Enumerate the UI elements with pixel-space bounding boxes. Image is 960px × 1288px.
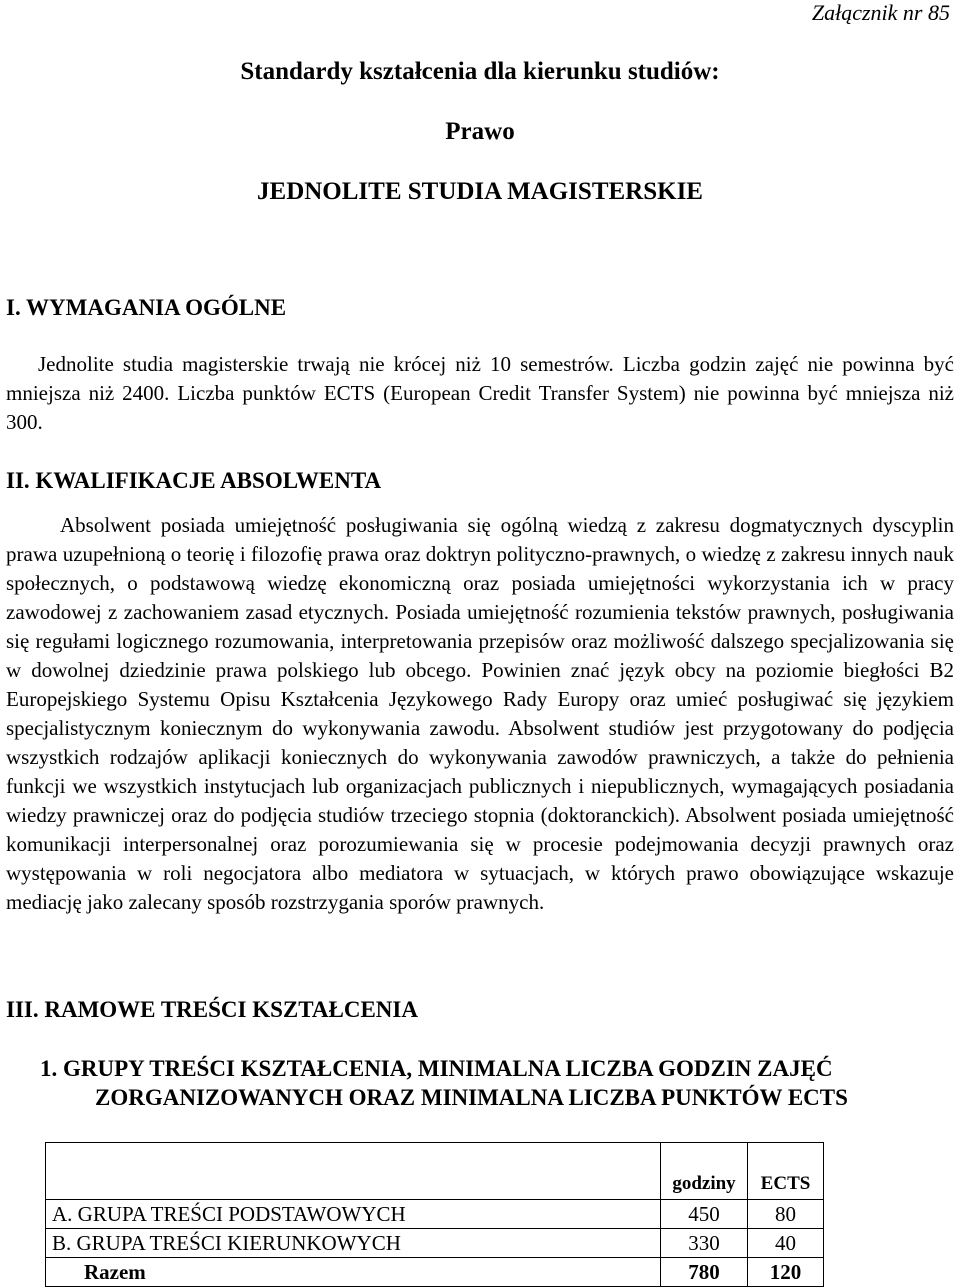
field-of-study: Prawo [445, 118, 515, 145]
subsection-heading-line2: ZORGANIZOWANYCH ORAZ MINIMALNA LICZBA PUNKTÓW ECTS [95, 1085, 848, 1110]
table-header-hours: godziny [661, 1143, 748, 1200]
table-cell-ects: 80 [748, 1200, 824, 1229]
section-heading-general-requirements: I. WYMAGANIA OGÓLNE [6, 295, 287, 320]
graduate-qualifications-paragraph: Absolwent posiada umiejętność posługiwania się ogólną wiedzą z zakresu dogmatycznych dyscyplin prawa uzupełnioną o teorię i filozofię prawa oraz doktryn polityczno-prawnych, o wiedzę z zakresu innych nauk społecznych, o podstawową wiedzę ekonomiczną oraz posiada umiejętności wykorzystania ich w pracy zawodowej z zachowaniem zasad etycznych. Posiada umiejętność rozumienia tekstów prawnych, posługiwania się regułami logicznego rozumowania, interpretowania przepisów oraz możliwość dalszego specjalizowania się w dowolnej dziedzinie prawa polskiego lub obcego. Powinien znać język obcy na poziomie biegłości B2 Europejskiego Systemu Opisu Kształcenia Językowego Rady Europy oraz umieć posługiwać się językiem specjalistycznym koniecznym do wykonywania zawodu. Absolwent studiów jest przygotowany do podjęcia wszystkich rodzajów aplikacji koniecznych do wykonywania zawodów prawniczych, a także do pełnienia funkcji we wszystkich instytucjach lub organizacjach publicznych i niepublicznych, wymagających posiadania wiedzy prawniczej oraz do podjęcia studiów trzeciego stopnia (doktoranckich). Absolwent posiada umiejętność komunikacji interpersonalnej oraz porozumiewania się w procesie podejmowania decyzji prawnych oraz występowania w roli negocjatora albo mediatora w sytuacjach, w których prawo obowiązujące wskazuje mediację jako zalecany sposób rozstrzygania sporów prawnych. [6, 513, 954, 914]
table-cell-hours: 450 [661, 1200, 748, 1229]
document-title: Standardy kształcenia dla kierunku studiów: [240, 58, 720, 85]
annex-number: Załącznik nr 85 [811, 0, 950, 25]
study-type: JEDNOLITE STUDIA MAGISTERSKIE [257, 178, 703, 205]
table-row [46, 1200, 824, 1229]
table-header-empty [46, 1143, 661, 1200]
table-header-row [46, 1143, 824, 1200]
table-total-ects: 120 [748, 1258, 824, 1287]
subsection-heading-content-groups [40, 1054, 958, 1112]
table-total-hours: 780 [661, 1258, 748, 1287]
table-cell-ects: 40 [748, 1229, 824, 1258]
content-groups-table [45, 1142, 824, 1287]
table-cell-group-name: B. GRUPA TREŚCI KIERUNKOWYCH [46, 1229, 661, 1258]
table-header-ects: ECTS [748, 1143, 824, 1200]
section-heading-curriculum-content: III. RAMOWE TREŚCI KSZTAŁCENIA [6, 997, 418, 1022]
table-row [46, 1229, 824, 1258]
subsection-heading-line1: 1. GRUPY TREŚCI KSZTAŁCENIA, MINIMALNA LICZBA GODZIN ZAJĘĆ [40, 1056, 833, 1081]
section-heading-graduate-qualifications: II. KWALIFIKACJE ABSOLWENTA [6, 468, 382, 493]
table-cell-hours: 330 [661, 1229, 748, 1258]
table-total-label: Razem [46, 1258, 661, 1287]
table-total-row [46, 1258, 824, 1287]
table-cell-group-name: A. GRUPA TREŚCI PODSTAWOWYCH [46, 1200, 661, 1229]
general-requirements-paragraph: Jednolite studia magisterskie trwają nie krócej niż 10 semestrów. Liczba godzin zajęć nie powinna być mniejsza niż 2400. Liczba punktów ECTS (European Credit Transfer System) nie powinna być mniejsza niż 300. [6, 352, 954, 434]
